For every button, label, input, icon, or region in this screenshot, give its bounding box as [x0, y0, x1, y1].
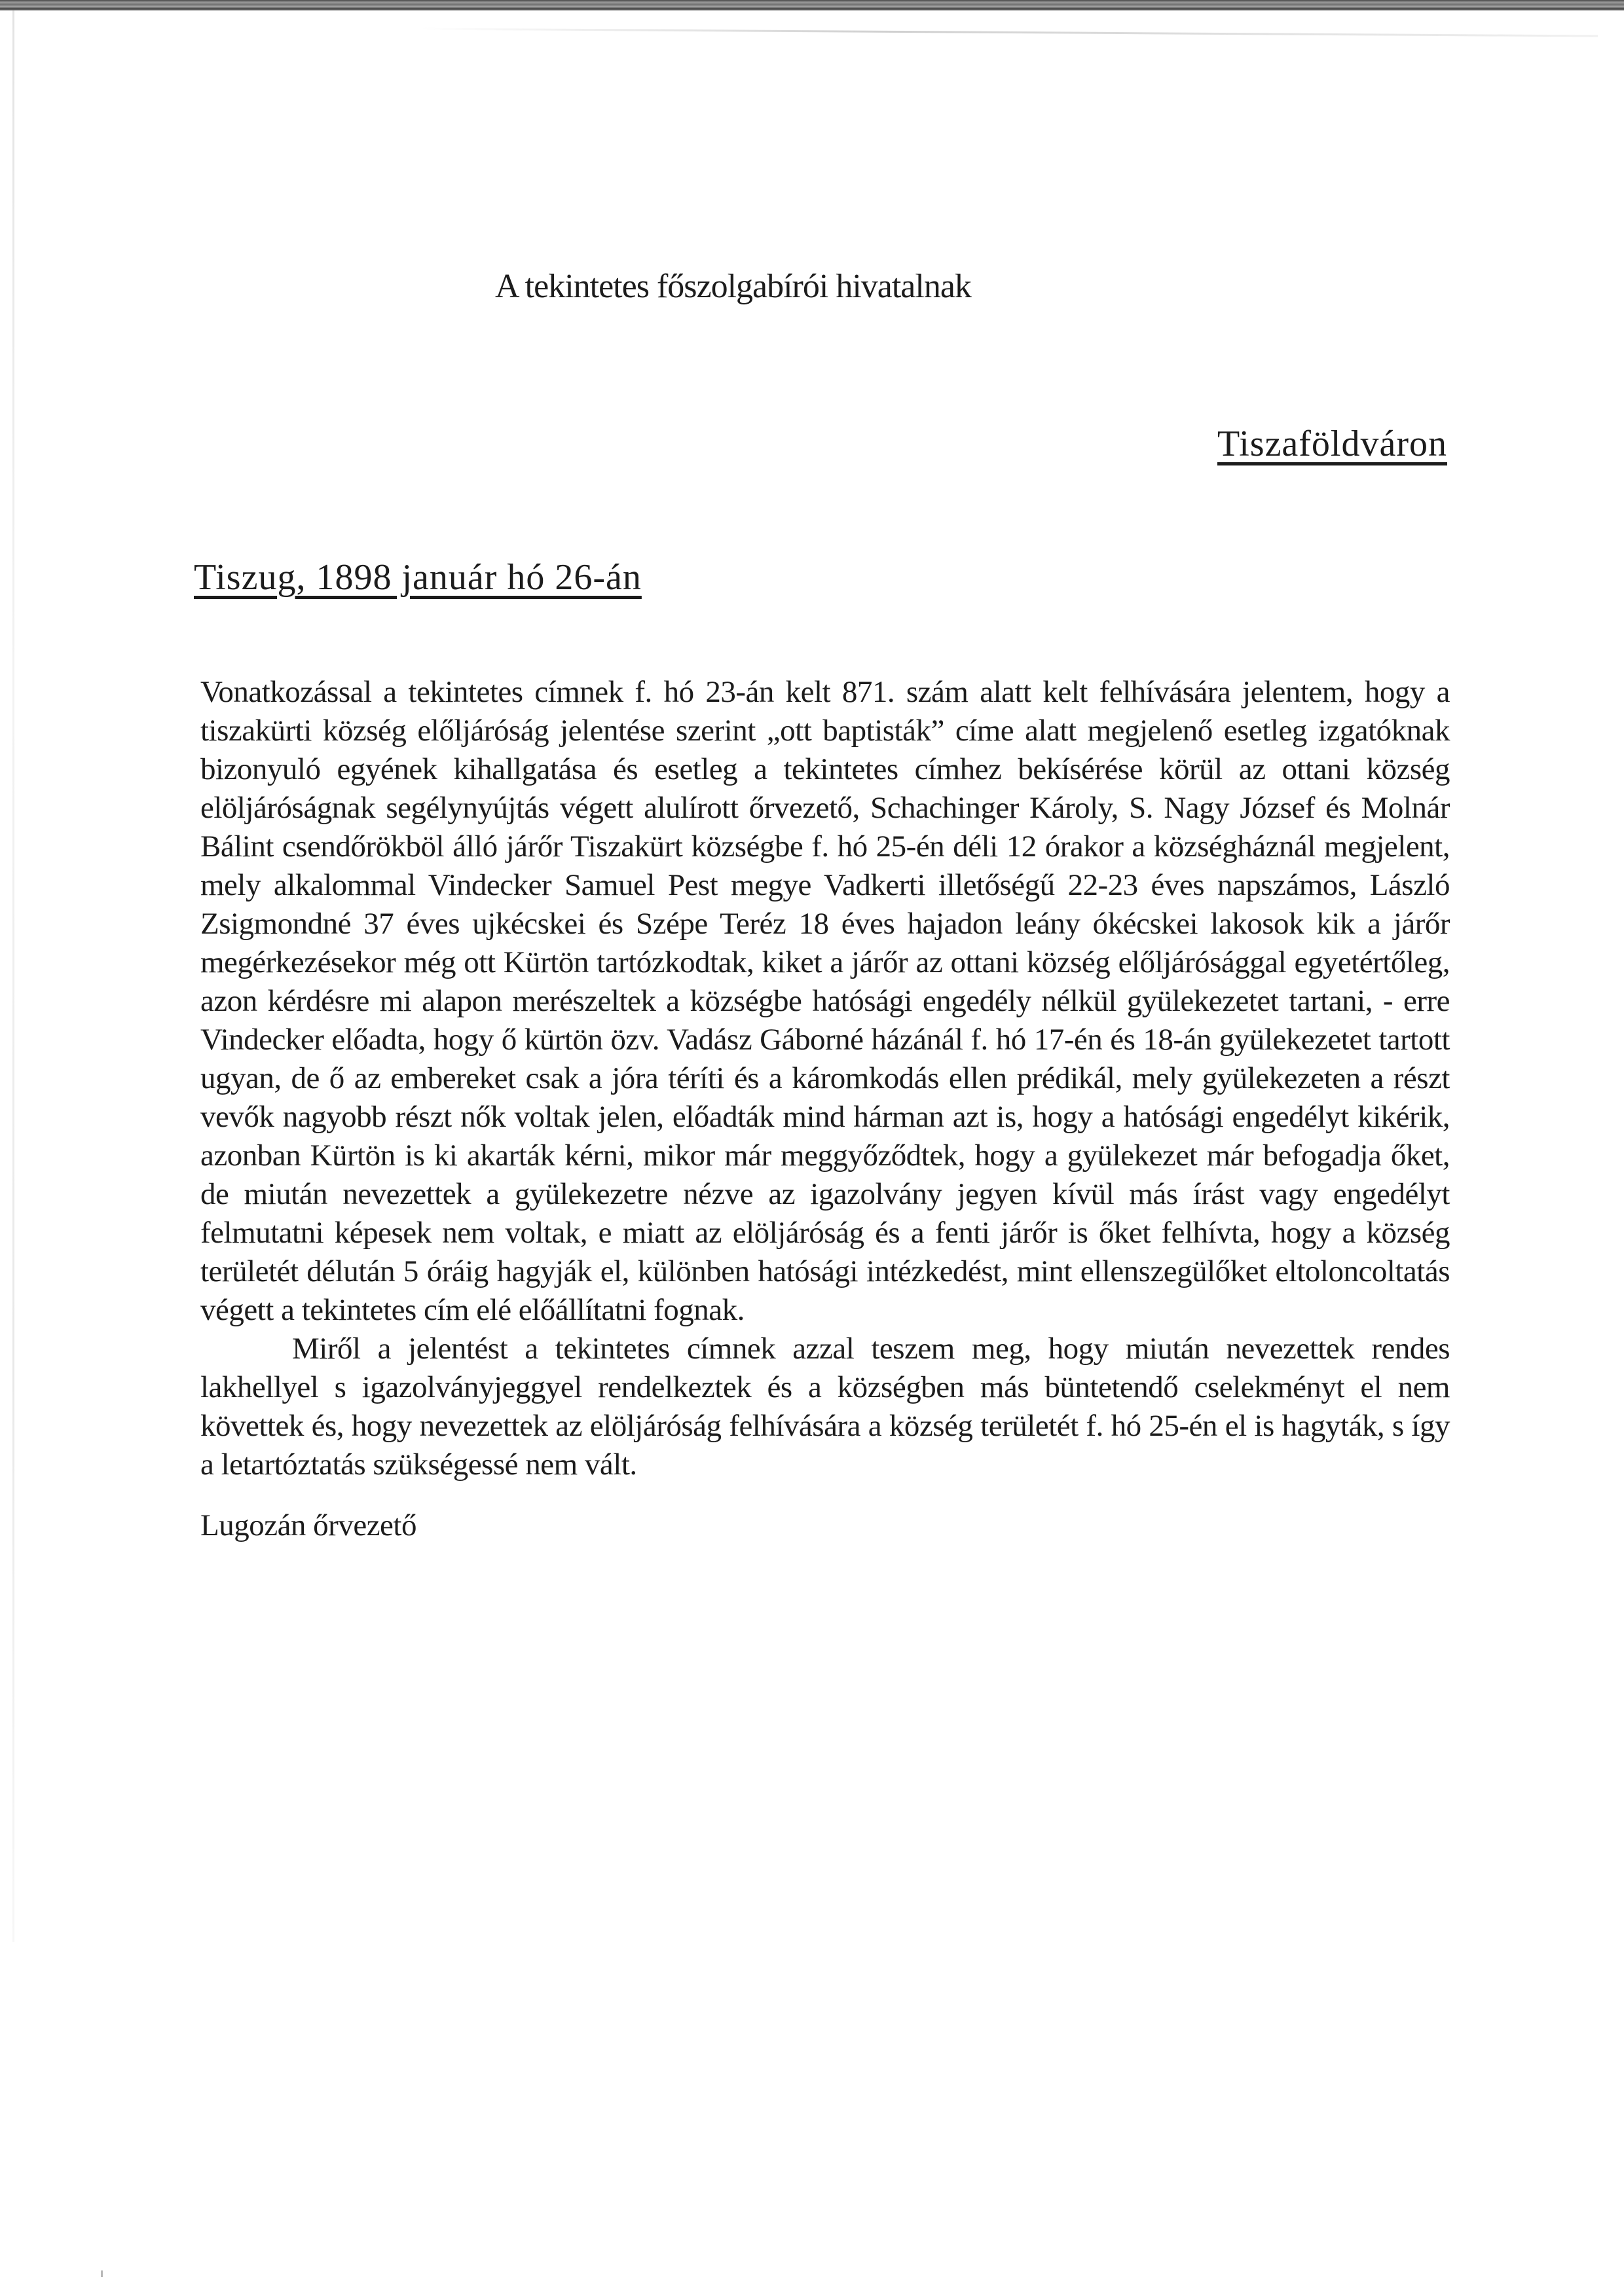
letter-dateline: Tiszug, 1898 január hó 26-án	[194, 557, 642, 598]
letter-paragraph-2: Miről a jelentést a tekintetes címnek azzal teszem meg, hogy miután nevezettek rendes lakhellyel s igazolványjeggyel rendelkeztek és a községben más büntetendő cselekményt el nem követtek és, hogy nevezettek az elöljáróság felhívására a község területét f. hó 25-én el is hagyták, s így a letartóztatás szükségessé nem vált.	[200, 1332, 1450, 1482]
letter-paragraph-1: Vonatkozással a tekintetes címnek f. hó 23-án kelt 871. szám alatt kelt felhívására jelentem, hogy a tiszakürti község előljáróság jelentése szerint „ott baptisták” címe alatt megjelenő esetleg izgatóknak bizonyuló egyének kihallgatása és esetleg a tekintetes címhez bekísérése körül az ottani község elöljáróságnak segélynyújtás végett alulírott őrvezető, Schachinger Károly, S. Nagy József és Molnár Bálint csendőrökböl álló járőr Tiszakürt községbe f. hó 25-én déli 12 órakor a községháznál megjelent, mely alkalommal Vindecker Samuel Pest megye Vadkerti illetőségű 22-23 éves napszámos, László Zsigmondné 37 éves ujkécskei és Szépe Teréz 18 éves hajadon leány ókécskei lakosok kik a járőr megérkezésekor még ott Kürtön tartózkodtak, kiket a járőr az ottani község előljárósággal egyetértőleg, azon kérdésre mi alapon merészeltek a községbe hatósági engedély nélkül gyülekezetet tartani, - erre Vindecker előadta, hogy ő kürtön özv. Vadász Gáborné házánál f. hó 17-én és 18-án gyülekezetet tartott ugyan, de ő az embereket csak a jóra téríti és a káromkodás ellen prédikál, mely gyülekezeten a részt vevők nagyobb részt nők voltak jelen, előadták mind hárman azt is, hogy a hatósági engedélyt kikérik, azonban Kürtön is ki akarták kérni, mikor már meggyőződtek, hogy a gyülekezet már befogadja őket, de miután nevezettek a gyülekezetre nézve az igazolvány jegyen kívül más írást vagy engedélyt felmutatni képesek nem voltak, e miatt az elöljáróság és a fenti járőr is őket felhívta, hogy a község területét délután 5 óráig hagyják el, különben hatósági intézkedést, mint ellenszegülőket eltoloncoltatás végett a tekintetes cím elé előállítatni fognak.	[200, 675, 1450, 1327]
letter-body	[200, 673, 1450, 1545]
letter-signature: Lugozán őrvezető	[200, 1508, 416, 1542]
letter-title: A tekintetes főszolgabírói hivatalnak	[495, 268, 971, 305]
scan-streak-artifact	[419, 28, 1598, 37]
scan-speck-artifact	[101, 2270, 103, 2277]
scanner-edge-band-artifact	[0, 0, 1624, 10]
letter-place-line: Tiszaföldváron	[1217, 424, 1447, 464]
scan-left-edge-line-artifact	[12, 10, 14, 1942]
